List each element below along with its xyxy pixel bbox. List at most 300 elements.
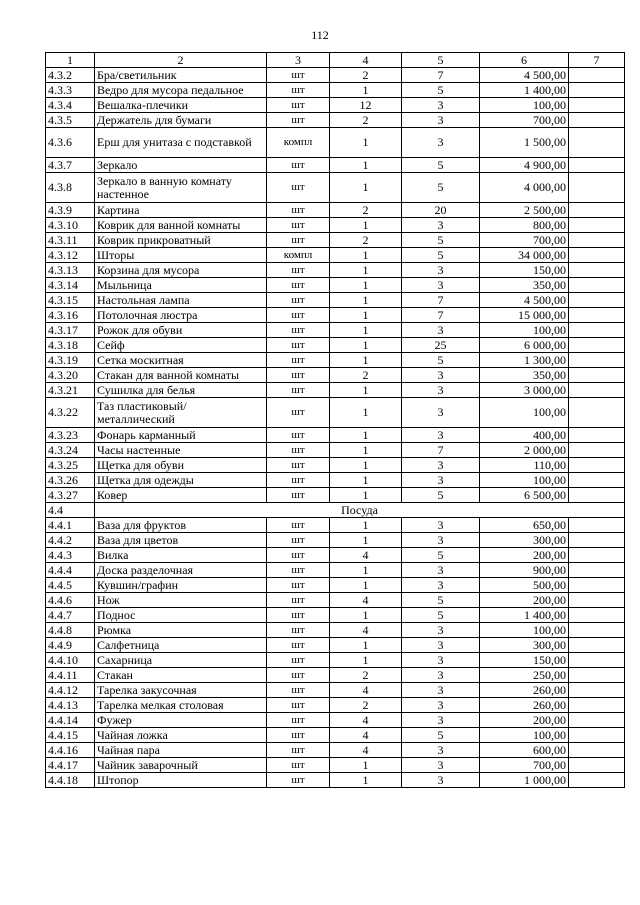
item-number: 4.3.5 [46,113,95,128]
item-quantity: 4 [330,548,402,563]
item-unit: шт [267,113,330,128]
item-number: 4.3.18 [46,338,95,353]
item-quantity: 1 [330,473,402,488]
table-row [46,398,625,428]
item-service-life: 3 [402,98,480,113]
item-note [569,758,625,773]
item-name: Зеркало в ванную комнату настенное [95,173,267,203]
item-name: Вешалка-плечики [95,98,267,113]
item-number: 4.4.10 [46,653,95,668]
item-price: 100,00 [480,623,569,638]
item-service-life: 3 [402,578,480,593]
item-quantity: 1 [330,173,402,203]
item-quantity: 4 [330,683,402,698]
item-service-life: 5 [402,593,480,608]
table-row [46,518,625,533]
item-service-life: 3 [402,518,480,533]
table-row [46,173,625,203]
item-number: 4.4.8 [46,623,95,638]
item-name: Штопор [95,773,267,788]
item-unit: шт [267,638,330,653]
item-price: 200,00 [480,593,569,608]
item-quantity: 1 [330,338,402,353]
item-name: Рюмка [95,623,267,638]
item-service-life: 3 [402,218,480,233]
item-number: 4.4.7 [46,608,95,623]
item-name: Поднос [95,608,267,623]
item-quantity: 1 [330,383,402,398]
item-name: Вилка [95,548,267,563]
item-number: 4.3.4 [46,98,95,113]
item-service-life: 3 [402,323,480,338]
item-service-life: 3 [402,383,480,398]
item-quantity: 1 [330,458,402,473]
item-price: 2 000,00 [480,443,569,458]
item-note [569,623,625,638]
item-unit: шт [267,668,330,683]
item-number: 4.4.6 [46,593,95,608]
item-note [569,638,625,653]
item-service-life: 3 [402,698,480,713]
item-number: 4.4.18 [46,773,95,788]
item-service-life: 3 [402,713,480,728]
item-note [569,218,625,233]
item-name: Салфетница [95,638,267,653]
item-quantity: 1 [330,248,402,263]
item-unit: шт [267,83,330,98]
item-unit: шт [267,728,330,743]
item-number: 4.4.17 [46,758,95,773]
table-row [46,323,625,338]
item-price: 6 000,00 [480,338,569,353]
item-quantity: 1 [330,578,402,593]
table-row [46,713,625,728]
table-row [46,113,625,128]
item-number: 4.4.12 [46,683,95,698]
item-quantity: 1 [330,218,402,233]
item-note [569,668,625,683]
item-note [569,608,625,623]
item-name: Тарелка закусочная [95,683,267,698]
item-unit: шт [267,353,330,368]
item-note [569,563,625,578]
item-name: Тарелка мелкая столовая [95,698,267,713]
item-price: 300,00 [480,533,569,548]
item-unit: шт [267,68,330,83]
item-unit: шт [267,578,330,593]
item-price: 1 000,00 [480,773,569,788]
item-number: 4.3.25 [46,458,95,473]
item-quantity: 1 [330,293,402,308]
item-number: 4.3.16 [46,308,95,323]
item-note [569,263,625,278]
item-unit: шт [267,698,330,713]
item-quantity: 2 [330,668,402,683]
item-quantity: 1 [330,158,402,173]
item-service-life: 5 [402,488,480,503]
item-price: 700,00 [480,758,569,773]
item-note [569,713,625,728]
item-note [569,248,625,263]
item-number: 4.3.21 [46,383,95,398]
item-number: 4.3.20 [46,368,95,383]
item-price: 4 500,00 [480,68,569,83]
item-service-life: 3 [402,458,480,473]
item-number: 4.4.9 [46,638,95,653]
item-price: 700,00 [480,113,569,128]
item-price: 1 500,00 [480,128,569,158]
item-price: 150,00 [480,653,569,668]
table-row [46,233,625,248]
item-note [569,473,625,488]
item-price: 100,00 [480,98,569,113]
item-service-life: 3 [402,113,480,128]
item-unit: шт [267,533,330,548]
table-row [46,488,625,503]
item-service-life: 3 [402,563,480,578]
item-service-life: 3 [402,428,480,443]
item-service-life: 7 [402,68,480,83]
header-row [46,53,625,68]
item-name: Щетка для одежды [95,473,267,488]
item-quantity: 1 [330,128,402,158]
item-service-life: 3 [402,638,480,653]
item-unit: шт [267,173,330,203]
item-service-life: 7 [402,443,480,458]
item-service-life: 3 [402,623,480,638]
header-cell: 2 [95,53,267,68]
table-row [46,548,625,563]
table-row [46,473,625,488]
item-unit: шт [267,158,330,173]
table-row [46,98,625,113]
item-unit: шт [267,548,330,563]
item-quantity: 4 [330,593,402,608]
item-price: 150,00 [480,263,569,278]
item-price: 110,00 [480,458,569,473]
item-price: 300,00 [480,638,569,653]
item-unit: шт [267,308,330,323]
table-row [46,578,625,593]
item-unit: шт [267,383,330,398]
item-price: 4 000,00 [480,173,569,203]
item-number: 4.3.13 [46,263,95,278]
item-note [569,383,625,398]
table-row [46,278,625,293]
item-unit: шт [267,218,330,233]
item-name: Нож [95,593,267,608]
table-row [46,698,625,713]
item-price: 800,00 [480,218,569,233]
table-row [46,428,625,443]
item-note [569,743,625,758]
item-name: Бра/светильник [95,68,267,83]
header-cell: 7 [569,53,625,68]
item-note [569,728,625,743]
table-row [46,218,625,233]
table-row [46,593,625,608]
item-service-life: 3 [402,473,480,488]
item-number: 4.3.3 [46,83,95,98]
item-quantity: 1 [330,608,402,623]
item-note [569,323,625,338]
item-service-life: 25 [402,338,480,353]
table-row [46,623,625,638]
item-note [569,98,625,113]
item-name: Чайная пара [95,743,267,758]
item-note [569,158,625,173]
item-service-life: 5 [402,548,480,563]
item-quantity: 2 [330,698,402,713]
item-unit: шт [267,758,330,773]
item-note [569,398,625,428]
item-number: 4.3.23 [46,428,95,443]
table-row [46,308,625,323]
item-name: Ваза для цветов [95,533,267,548]
item-name: Кувшин/графин [95,578,267,593]
table-row [46,638,625,653]
item-quantity: 1 [330,83,402,98]
item-quantity: 1 [330,533,402,548]
item-number: 4.3.8 [46,173,95,203]
item-price: 600,00 [480,743,569,758]
item-name: Чайник заварочный [95,758,267,773]
item-unit: шт [267,233,330,248]
item-note [569,533,625,548]
item-name: Стакан для ванной комнаты [95,368,267,383]
item-unit: компл [267,248,330,263]
item-quantity: 1 [330,308,402,323]
table-row [46,653,625,668]
header-cell: 1 [46,53,95,68]
item-quantity: 1 [330,773,402,788]
item-price: 350,00 [480,368,569,383]
item-name: Картина [95,203,267,218]
item-number: 4.3.26 [46,473,95,488]
item-quantity: 2 [330,233,402,248]
item-service-life: 3 [402,653,480,668]
item-number: 4.3.17 [46,323,95,338]
item-number: 4.3.9 [46,203,95,218]
item-note [569,368,625,383]
item-price: 100,00 [480,728,569,743]
item-number: 4.4.15 [46,728,95,743]
item-unit: шт [267,338,330,353]
item-quantity: 1 [330,278,402,293]
item-quantity: 1 [330,638,402,653]
item-unit: шт [267,773,330,788]
item-service-life: 7 [402,308,480,323]
item-service-life: 20 [402,203,480,218]
item-note [569,278,625,293]
item-number: 4.3.6 [46,128,95,158]
item-number: 4.3.19 [46,353,95,368]
item-quantity: 2 [330,368,402,383]
item-number: 4.3.22 [46,398,95,428]
item-number: 4.3.27 [46,488,95,503]
item-quantity: 1 [330,323,402,338]
item-name: Ведро для мусора педальное [95,83,267,98]
table-row [46,563,625,578]
item-name: Сахарница [95,653,267,668]
item-quantity: 2 [330,203,402,218]
item-unit: шт [267,98,330,113]
item-quantity: 1 [330,488,402,503]
item-service-life: 5 [402,233,480,248]
item-service-life: 3 [402,668,480,683]
item-unit: шт [267,518,330,533]
item-number: 4.3.10 [46,218,95,233]
item-quantity: 2 [330,113,402,128]
table-row [46,773,625,788]
item-unit: шт [267,743,330,758]
item-name: Настольная лампа [95,293,267,308]
item-number: 4.3.2 [46,68,95,83]
item-name: Часы настенные [95,443,267,458]
item-quantity: 1 [330,263,402,278]
item-number: 4.3.14 [46,278,95,293]
item-note [569,653,625,668]
item-price: 2 500,00 [480,203,569,218]
item-name: Сейф [95,338,267,353]
item-service-life: 5 [402,173,480,203]
item-unit: шт [267,653,330,668]
item-price: 15 000,00 [480,308,569,323]
item-service-life: 3 [402,278,480,293]
item-quantity: 1 [330,758,402,773]
item-number: 4.4.5 [46,578,95,593]
table-row [46,443,625,458]
table-row [46,668,625,683]
item-price: 260,00 [480,698,569,713]
item-price: 100,00 [480,473,569,488]
page-number: 112 [311,28,329,42]
item-note [569,443,625,458]
item-name: Доска разделочная [95,563,267,578]
item-name: Шторы [95,248,267,263]
item-quantity: 1 [330,518,402,533]
table-row [46,263,625,278]
item-quantity: 1 [330,428,402,443]
header-cell: 4 [330,53,402,68]
item-quantity: 1 [330,398,402,428]
item-price: 1 400,00 [480,83,569,98]
item-quantity: 12 [330,98,402,113]
item-unit: шт [267,563,330,578]
item-name: Фонарь карманный [95,428,267,443]
item-unit: компл [267,128,330,158]
item-service-life: 5 [402,158,480,173]
header-cell: 5 [402,53,480,68]
item-price: 6 500,00 [480,488,569,503]
table-row [46,533,625,548]
item-price: 100,00 [480,323,569,338]
item-price: 350,00 [480,278,569,293]
item-price: 4 900,00 [480,158,569,173]
item-name: Фужер [95,713,267,728]
item-name: Сетка москитная [95,353,267,368]
item-unit: шт [267,428,330,443]
table-row [46,293,625,308]
table-row [46,128,625,158]
item-note [569,773,625,788]
item-note [569,488,625,503]
item-note [569,518,625,533]
item-service-life: 7 [402,293,480,308]
item-note [569,353,625,368]
item-unit: шт [267,608,330,623]
item-price: 200,00 [480,548,569,563]
item-note [569,113,625,128]
item-price: 260,00 [480,683,569,698]
item-service-life: 3 [402,128,480,158]
item-name: Мыльница [95,278,267,293]
item-unit: шт [267,323,330,338]
item-unit: шт [267,593,330,608]
items-table [45,52,625,788]
item-service-life: 3 [402,368,480,383]
item-unit: шт [267,443,330,458]
item-service-life: 5 [402,248,480,263]
header-cell: 6 [480,53,569,68]
item-price: 1 300,00 [480,353,569,368]
item-number: 4.3.15 [46,293,95,308]
item-price: 700,00 [480,233,569,248]
item-service-life: 3 [402,398,480,428]
item-unit: шт [267,458,330,473]
table-row [46,383,625,398]
table-row [46,728,625,743]
item-service-life: 3 [402,773,480,788]
item-price: 400,00 [480,428,569,443]
item-number: 4.4.11 [46,668,95,683]
item-quantity: 1 [330,563,402,578]
item-unit: шт [267,203,330,218]
item-note [569,578,625,593]
item-service-life: 5 [402,353,480,368]
item-name: Держатель для бумаги [95,113,267,128]
table-row [46,68,625,83]
item-note [569,83,625,98]
item-quantity: 2 [330,68,402,83]
item-name: Корзина для мусора [95,263,267,278]
item-unit: шт [267,713,330,728]
table-row [46,83,625,98]
item-unit: шт [267,488,330,503]
item-name: Чайная ложка [95,728,267,743]
item-name: Ваза для фруктов [95,518,267,533]
item-note [569,293,625,308]
table-row [46,368,625,383]
item-number: 4.4.2 [46,533,95,548]
item-name: Коврик прикроватный [95,233,267,248]
table-row [46,743,625,758]
item-unit: шт [267,398,330,428]
item-number: 4.3.12 [46,248,95,263]
table-row [46,248,625,263]
table-row [46,158,625,173]
item-note [569,428,625,443]
item-quantity: 1 [330,353,402,368]
item-price: 250,00 [480,668,569,683]
item-number: 4.4 [46,503,95,518]
item-note [569,128,625,158]
item-name: Ерш для унитаза с подставкой [95,128,267,158]
table-row [46,203,625,218]
table-row [46,353,625,368]
item-note [569,548,625,563]
item-note [569,698,625,713]
